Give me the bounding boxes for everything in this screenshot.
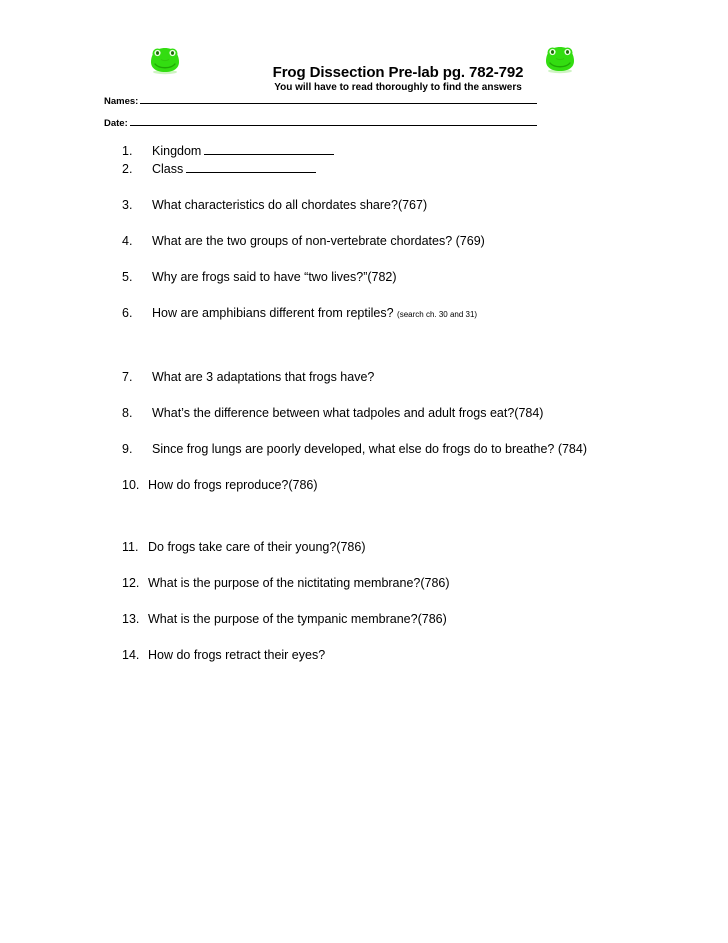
question-note: (search ch. 30 and 31) [397, 310, 478, 319]
spacer [122, 250, 642, 268]
date-field-label: Date: [104, 118, 128, 129]
list-item [122, 268, 642, 286]
question-text: How do frogs retract their eyes? [148, 648, 326, 662]
spacer [122, 350, 642, 368]
question-number: 3. [122, 198, 133, 212]
question-number: 14. [122, 648, 140, 662]
spacer [122, 628, 642, 646]
question-number: 6. [122, 306, 133, 320]
question-number: 13. [122, 612, 140, 626]
list-item [122, 610, 642, 628]
list-item [122, 440, 642, 458]
question-text: What are the two groups of non-vertebrate chordates? (769) [152, 234, 485, 248]
list-item [122, 404, 642, 422]
question-text: What characteristics do all chordates share?(767) [152, 198, 428, 212]
spacer [122, 592, 642, 610]
names-field-input[interactable] [140, 94, 537, 104]
question-text: How do frogs reproduce?(786) [148, 478, 318, 492]
list-item [122, 304, 642, 324]
question-list [122, 142, 642, 664]
question-text: Do frogs take care of their young?(786) [148, 540, 366, 554]
question-text: What is the purpose of the tympanic membrane?(786) [148, 612, 447, 626]
question-number: 8. [122, 406, 133, 420]
spacer [122, 178, 642, 196]
header-block [170, 64, 626, 94]
list-item [122, 232, 642, 250]
list-item [122, 160, 642, 178]
list-item [122, 538, 642, 556]
question-text: What’s the difference between what tadpoles and adult frogs eat?(784) [152, 406, 544, 420]
question-number: 10. [122, 478, 140, 492]
question-text: Class [152, 162, 184, 176]
question-text: What is the purpose of the nictitating membrane?(786) [148, 576, 450, 590]
spacer [122, 214, 642, 232]
question-number: 12. [122, 576, 140, 590]
spacer [122, 556, 642, 574]
question-number: 5. [122, 270, 133, 284]
list-item [122, 476, 642, 494]
list-item [122, 646, 642, 664]
names-field-row [104, 94, 537, 108]
spacer [122, 494, 642, 520]
date-field-row [104, 116, 537, 130]
question-number: 7. [122, 370, 133, 384]
list-item [122, 196, 642, 214]
spacer [122, 324, 642, 350]
question-number: 1. [122, 144, 133, 158]
question-text: How are amphibians different from reptiles? [152, 306, 394, 320]
spacer [122, 286, 642, 304]
question-number: 11. [122, 540, 139, 554]
answer-blank[interactable] [204, 143, 334, 155]
list-item [122, 142, 642, 160]
question-text: Since frog lungs are poorly developed, what else do frogs do to breathe? (784) [152, 442, 587, 456]
spacer [122, 520, 642, 538]
question-number: 4. [122, 234, 133, 248]
page-title: Frog Dissection Pre-lab pg. 782-792 [272, 64, 524, 81]
question-text: Why are frogs said to have “two lives?”(782) [152, 270, 397, 284]
date-field-input[interactable] [130, 116, 537, 126]
question-number: 9. [122, 442, 133, 456]
answer-blank[interactable] [186, 161, 316, 173]
list-item [122, 574, 642, 592]
page-subtitle: You will have to read thoroughly to find the answers [274, 82, 522, 93]
question-number: 2. [122, 162, 133, 176]
spacer [122, 458, 642, 476]
names-field-label: Names: [104, 96, 139, 107]
list-item [122, 368, 642, 386]
question-text: What are 3 adaptations that frogs have? [152, 370, 375, 384]
spacer [122, 422, 642, 440]
spacer [122, 386, 642, 404]
question-text: Kingdom [152, 144, 202, 158]
